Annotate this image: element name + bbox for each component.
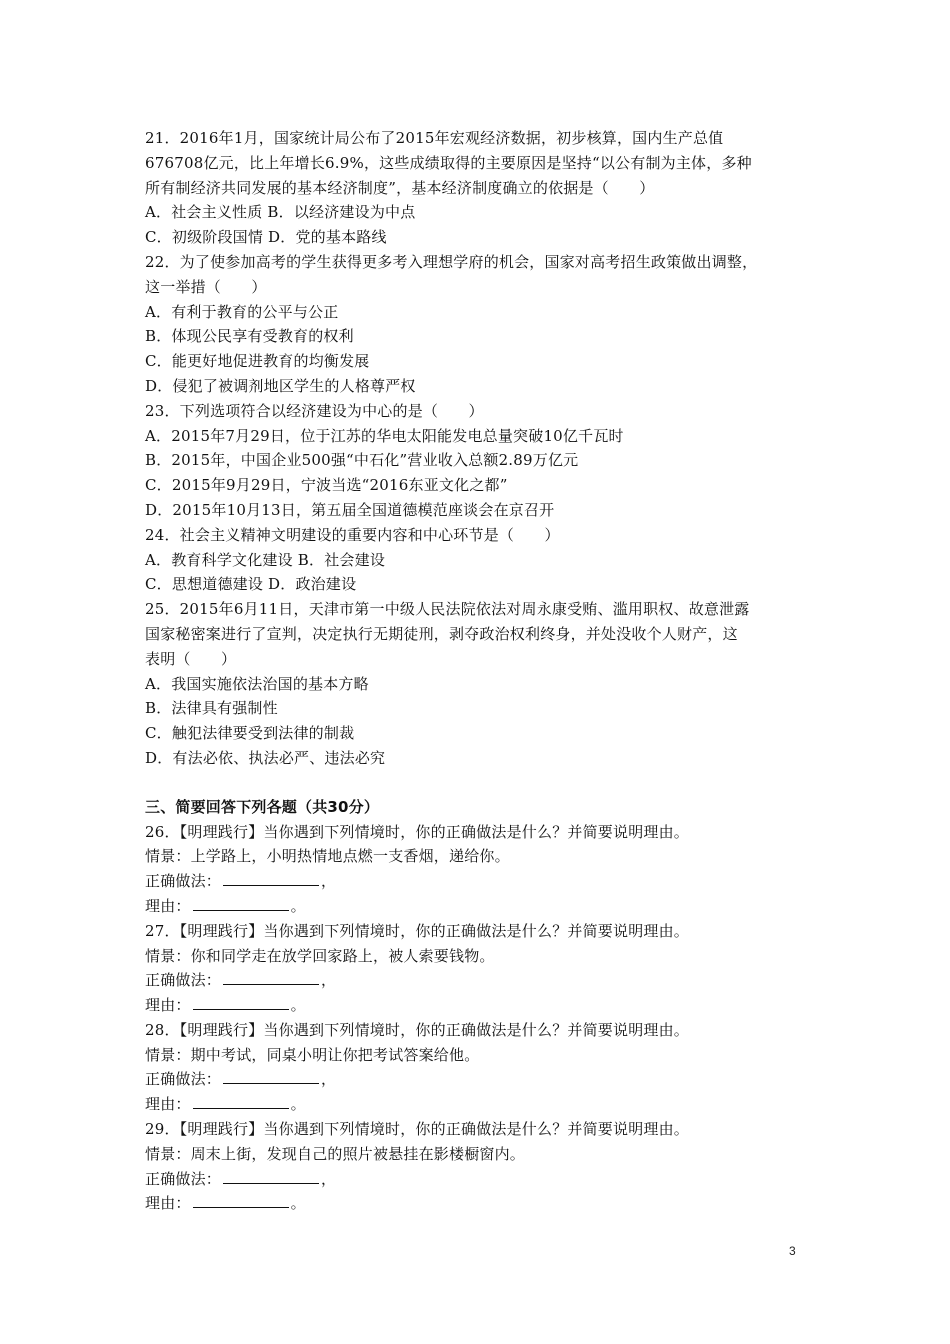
section-3-title: 三、简要回答下列各题（共30分） xyxy=(145,797,380,816)
question-22-option-d: D．侵犯了被调剂地区学生的人格尊严权 xyxy=(145,376,416,395)
question-27-scene: 情景：你和同学走在放学回家路上，被人索要钱物。 xyxy=(145,946,495,965)
document-page xyxy=(145,126,815,1216)
answer-blank[interactable] xyxy=(193,1192,289,1208)
section-spacer xyxy=(145,771,815,795)
question-21 xyxy=(145,126,815,250)
question-27-correct-row xyxy=(145,968,815,993)
question-26-reason-row xyxy=(145,894,815,919)
question-25-option-d: D．有法必依、执法必严、违法必究 xyxy=(145,748,386,767)
question-25 xyxy=(145,597,815,771)
question-28-correct-row xyxy=(145,1067,815,1092)
answer-blank[interactable] xyxy=(193,895,289,911)
question-21-stem-line-2: 676708亿元，比上年增长6.9%，这些成绩取得的主要原因是坚持“以公有制为主体，多种 xyxy=(145,153,752,172)
question-23-option-d: D．2015年10月13日，第五届全国道德模范座谈会在京召开 xyxy=(145,500,555,519)
question-28 xyxy=(145,1018,815,1117)
question-25-option-b: B．法律具有强制性 xyxy=(145,699,278,718)
question-25-option-a: A．我国实施依法治国的基本方略 xyxy=(145,674,369,693)
comma-mark: ， xyxy=(321,1169,337,1188)
question-23-option-b: B．2015年，中国企业500强“中石化”营业收入总额2.89万亿元 xyxy=(145,451,579,470)
question-23-stem: 23．下列选项符合以经济建设为中心的是（ ） xyxy=(145,401,484,420)
reason-label: 理由： xyxy=(145,896,191,915)
question-22-stem-line-2: 这一举措（ ） xyxy=(145,277,267,296)
question-22-stem-line-1: 22．为了使参加高考的学生获得更多考入理想学府的机会，国家对高考招生政策做出调整， xyxy=(145,252,758,271)
question-29-correct-row xyxy=(145,1167,815,1192)
period-mark: 。 xyxy=(290,896,306,915)
question-22-option-a: A．有利于教育的公平与公正 xyxy=(145,302,339,321)
period-mark: 。 xyxy=(290,1194,306,1213)
reason-label: 理由： xyxy=(145,1095,191,1114)
question-24-options-cd: C．思想道德建设 D．政治建设 xyxy=(145,575,357,594)
question-21-stem-line-3: 所有制经济共同发展的基本经济制度”，基本经济制度确立的依据是（ ） xyxy=(145,178,655,197)
question-23-option-a: A．2015年7月29日，位于江苏的华电太阳能发电总量突破10亿千瓦时 xyxy=(145,426,624,445)
question-22 xyxy=(145,250,815,399)
correct-label: 正确做法： xyxy=(145,872,222,891)
correct-label: 正确做法： xyxy=(145,1070,222,1089)
correct-label: 正确做法： xyxy=(145,971,222,990)
question-25-stem-line-3: 表明（ ） xyxy=(145,649,237,668)
question-29-stem: 29．【明理践行】当你遇到下列情境时，你的正确做法是什么？并简要说明理由。 xyxy=(145,1120,689,1139)
question-25-stem-line-2: 国家秘密案进行了宣判，决定执行无期徒刑，剥夺政治权利终身，并处没收个人财产，这 xyxy=(145,624,738,643)
question-22-option-b: B．体现公民享有受教育的权利 xyxy=(145,327,354,346)
page-number: 3 xyxy=(789,1244,796,1258)
question-21-options-ab: A．社会主义性质 B．以经济建设为中点 xyxy=(145,203,416,222)
answer-blank[interactable] xyxy=(193,1093,289,1109)
question-23-option-c: C．2015年9月29日，宁波当选“2016东亚文化之都” xyxy=(145,476,508,495)
question-26-stem: 26．【明理践行】当你遇到下列情境时，你的正确做法是什么？并简要说明理由。 xyxy=(145,822,689,841)
question-22-option-c: C．能更好地促进教育的均衡发展 xyxy=(145,352,370,371)
correct-label: 正确做法： xyxy=(145,1169,222,1188)
question-29-reason-row xyxy=(145,1191,815,1216)
question-29-scene: 情景：周末上街，发现自己的照片被悬挂在影楼橱窗内。 xyxy=(145,1144,526,1163)
question-25-option-c: C．触犯法律要受到法律的制裁 xyxy=(145,724,355,743)
question-23 xyxy=(145,399,815,523)
reason-label: 理由： xyxy=(145,1194,191,1213)
comma-mark: ， xyxy=(321,971,337,990)
question-25-stem-line-1: 25．2015年6月11日，天津市第一中级人民法院依法对周永康受贿、滥用职权、故意泄露 xyxy=(145,600,750,619)
question-26-correct-row xyxy=(145,869,815,894)
question-27-reason-row xyxy=(145,993,815,1018)
question-21-stem-line-1: 21．2016年1月，国家统计局公布了2015年宏观经济数据，初步核算，国内生产总值 xyxy=(145,129,724,147)
answer-blank[interactable] xyxy=(193,994,289,1010)
answer-blank[interactable] xyxy=(223,1168,319,1184)
comma-mark: ， xyxy=(321,1070,337,1089)
question-27 xyxy=(145,919,815,1018)
question-24 xyxy=(145,523,815,597)
reason-label: 理由： xyxy=(145,996,191,1015)
question-28-stem: 28．【明理践行】当你遇到下列情境时，你的正确做法是什么？并简要说明理由。 xyxy=(145,1020,689,1039)
question-26 xyxy=(145,820,815,919)
question-26-scene: 情景：上学路上，小明热情地点燃一支香烟，递给你。 xyxy=(145,847,510,866)
period-mark: 。 xyxy=(290,996,306,1015)
question-28-scene: 情景：期中考试，同桌小明让你把考试答案给他。 xyxy=(145,1045,480,1064)
question-27-stem: 27．【明理践行】当你遇到下列情境时，你的正确做法是什么？并简要说明理由。 xyxy=(145,921,689,940)
comma-mark: ， xyxy=(321,872,337,891)
question-24-stem: 24．社会主义精神文明建设的重要内容和中心环节是（ ） xyxy=(145,525,560,544)
period-mark: 。 xyxy=(290,1095,306,1114)
answer-blank[interactable] xyxy=(223,969,319,985)
question-21-options-cd: C．初级阶段国情 D．党的基本路线 xyxy=(145,228,387,247)
answer-blank[interactable] xyxy=(223,1068,319,1084)
question-29 xyxy=(145,1117,815,1216)
answer-blank[interactable] xyxy=(223,870,319,886)
question-24-options-ab: A．教育科学文化建设 B．社会建设 xyxy=(145,550,386,569)
question-28-reason-row xyxy=(145,1092,815,1117)
